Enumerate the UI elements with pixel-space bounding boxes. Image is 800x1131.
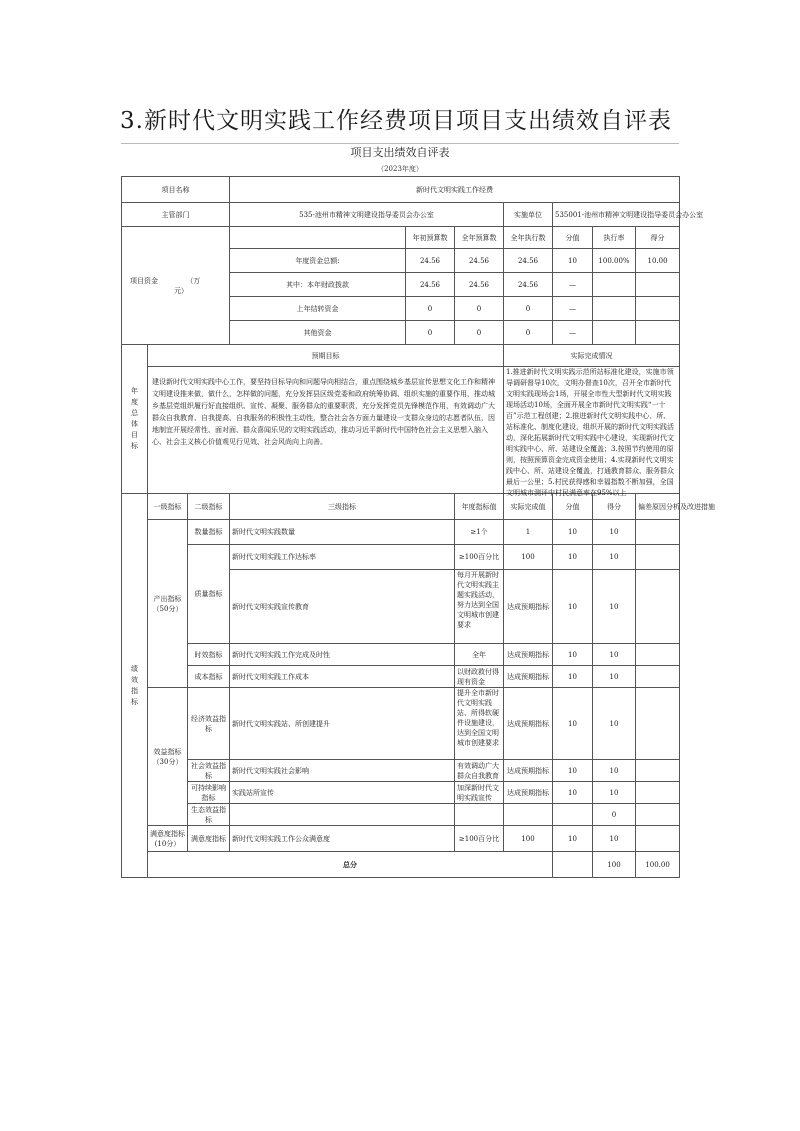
funds-header-4: 执行率 bbox=[593, 227, 636, 249]
funds-label-c: 元） bbox=[174, 286, 188, 295]
goals-side-label bbox=[122, 345, 148, 494]
perf-l2: 质量指标 bbox=[188, 545, 230, 644]
total-label: 总分 bbox=[148, 852, 553, 878]
perf-got: 10 bbox=[593, 644, 636, 666]
funds-cell: 100.00% bbox=[593, 249, 636, 273]
funds-cell: 24.56 bbox=[455, 249, 504, 273]
perf-score: 10 bbox=[553, 666, 593, 688]
perf-header-got: 得分 bbox=[593, 494, 636, 520]
perf-l2: 满意度指标 bbox=[188, 826, 230, 852]
goals-content-row bbox=[122, 367, 680, 494]
department-row bbox=[122, 203, 680, 227]
perf-target bbox=[455, 570, 504, 644]
goals-actual-cell bbox=[504, 367, 680, 497]
perf-target: ≥100百分比 bbox=[455, 826, 504, 852]
perf-l2: 时效指标 bbox=[188, 644, 230, 666]
perf-l3: 新时代文明实践社会影响 bbox=[230, 760, 455, 782]
perf-l2: 经济效益指标 bbox=[188, 688, 230, 760]
perf-l3: 新时代文明实践工作达标率 bbox=[230, 545, 455, 570]
project-name-label: 项目名称 bbox=[122, 177, 230, 203]
funds-cell: 0 bbox=[504, 297, 553, 321]
perf-target bbox=[455, 760, 504, 782]
perf-row bbox=[122, 760, 680, 782]
perf-header-deviation: 偏差原因分析及改进措施 bbox=[636, 494, 680, 520]
perf-l1-satisfaction: 满意度指标(10分） bbox=[148, 826, 188, 852]
perf-got: 10 bbox=[593, 782, 636, 804]
funds-label-b: （万 bbox=[186, 276, 201, 285]
perf-side-label bbox=[122, 494, 148, 878]
perf-target: ≥100百分比 bbox=[455, 545, 504, 570]
goals-side-text: 年度总体目标 bbox=[131, 387, 138, 450]
goals-header-row bbox=[122, 345, 680, 367]
perf-score: 10 bbox=[553, 570, 593, 644]
funds-cell: 24.56 bbox=[455, 273, 504, 297]
perf-row bbox=[122, 826, 680, 852]
perf-l2: 成本指标 bbox=[188, 666, 230, 688]
funds-cell bbox=[593, 297, 636, 321]
funds-cell: 24.56 bbox=[504, 273, 553, 297]
perf-got: 0 bbox=[593, 804, 636, 826]
perf-deviation bbox=[636, 760, 680, 782]
perf-deviation bbox=[636, 826, 680, 852]
total-score: 100 bbox=[593, 852, 636, 878]
page-title: 3.新时代文明实践工作经费项目项目支出绩效自评表 bbox=[120, 108, 672, 134]
perf-row bbox=[122, 804, 680, 826]
perf-actual: 达成预期指标 bbox=[504, 760, 553, 782]
perf-deviation bbox=[636, 782, 680, 804]
perf-target bbox=[455, 804, 504, 826]
perf-header-l3: 三级指标 bbox=[230, 494, 455, 520]
perf-score: 10 bbox=[553, 826, 593, 852]
perf-score: 10 bbox=[553, 644, 593, 666]
funds-header-blank bbox=[230, 227, 406, 249]
perf-l2: 可持续影响指标 bbox=[188, 782, 230, 804]
perf-actual: 达成预期指标 bbox=[504, 644, 553, 666]
impl-unit-value: 535001-池州市精神文明建设指导委员会办公室 bbox=[553, 203, 680, 227]
perf-deviation bbox=[636, 804, 680, 826]
perf-target bbox=[455, 688, 504, 760]
funds-cell bbox=[636, 297, 680, 321]
funds-cell: 10.00 bbox=[636, 249, 680, 273]
funds-cell: — bbox=[553, 321, 593, 345]
perf-l2: 生态效益指标 bbox=[188, 804, 230, 826]
perf-header-actual: 实际完成值 bbox=[504, 494, 553, 520]
goals-expected-text: 建设新时代文明实践中心工作，要坚持目标导向和问题导向相结合，重点围绕城乡基层宣传思想文化工作和精神文明建设推来做，做什么，怎样做的问题，充分发挥县区级党委和政府统筹协调、组织实施的重要作用，推动城乡基层党组织履行好直接组织、宣传、凝聚、服务群众的重要职责，充分发挥党员先锋模范作用，有效调动广大群众自我教育、自我提高、自我服务的积极性主动性，整合社会各方面力量建设一支群众身边的志愿者队伍，因地制宜开展经常性、面对面、群众喜闻乐见的文明实践活动，推动习近平新时代中国特色社会主义思想入脑入心、社会主义核心价值观见行见效、社会风尚向上向善。 bbox=[152, 378, 495, 446]
perf-row bbox=[122, 644, 680, 666]
funds-cell: 24.56 bbox=[406, 273, 455, 297]
perf-header-score: 分值 bbox=[553, 494, 593, 520]
perf-score bbox=[553, 804, 593, 826]
perf-l3: 新时代文明实践工作公众满意度 bbox=[230, 826, 455, 852]
funds-header-3: 分值 bbox=[553, 227, 593, 249]
perf-l3: 实践站所宣传 bbox=[230, 782, 455, 804]
perf-deviation bbox=[636, 688, 680, 760]
perf-target-text: 以财政救付得现有资金 bbox=[457, 667, 499, 686]
funds-header-0: 年初预算数 bbox=[406, 227, 455, 249]
perf-actual: 达成预期指标 bbox=[504, 570, 553, 644]
perf-score: 10 bbox=[553, 760, 593, 782]
perf-l3: 新时代文明实践站、所创建提升 bbox=[230, 688, 455, 760]
perf-l1-benefit: 效益指标（30分） bbox=[148, 688, 188, 826]
funds-cell: 0 bbox=[455, 297, 504, 321]
funds-cell bbox=[636, 273, 680, 297]
department-label: 主管部门 bbox=[122, 203, 230, 227]
perf-target-text: 提升全市新时代文明实践站、所得软硬件设施建设，达到全国文明城市创建要求 bbox=[457, 689, 499, 747]
perf-actual: 达成预期指标 bbox=[504, 666, 553, 688]
goals-expected-cell bbox=[148, 367, 504, 494]
self-evaluation-form bbox=[121, 143, 715, 878]
total-got: 100.00 bbox=[636, 852, 680, 878]
perf-row bbox=[122, 520, 680, 545]
perf-actual: 1 bbox=[504, 520, 553, 545]
goals-actual-header: 实际完成情况 bbox=[504, 345, 680, 367]
form-title: 项目支出绩效自评表 bbox=[121, 143, 679, 162]
perf-got: 10 bbox=[593, 688, 636, 760]
perf-target bbox=[455, 782, 504, 804]
perf-l2: 社会效益指标 bbox=[188, 760, 230, 782]
perf-target-text: 每月开展新时代文明实践主题实践活动，努力达到全国文明城市创建要求 bbox=[457, 571, 499, 629]
funds-cell: 0 bbox=[504, 321, 553, 345]
funds-header-row bbox=[122, 227, 680, 249]
perf-row bbox=[122, 666, 680, 688]
perf-got: 10 bbox=[593, 570, 636, 644]
perf-got: 10 bbox=[593, 760, 636, 782]
perf-header-target: 年度指标值 bbox=[455, 494, 504, 520]
department-value: 535-池州市精神文明建设指导委员会办公室 bbox=[230, 203, 504, 227]
perf-l3: 新时代文明实践工作成本 bbox=[230, 666, 455, 688]
funds-cell: 24.56 bbox=[504, 249, 553, 273]
funds-cell bbox=[636, 321, 680, 345]
evaluation-table bbox=[121, 176, 715, 878]
project-name-row bbox=[122, 177, 680, 203]
funds-cell: — bbox=[553, 273, 593, 297]
impl-unit-label: 实施单位 bbox=[504, 203, 553, 227]
perf-score: 10 bbox=[553, 520, 593, 545]
goals-actual-text: 1.推进新时代文明实践示范所站标准化建设，实施市领导调研督导10次，文明办督查10次，召开全市新时代文明实践现场会1场，开展全市性大型新时代文明实践现场活动10场，全面开展全市新时代文明实践“一十百”示范工程创建；2.推进新时代文明实践中心、所、站标准化、制度化建设，组织开展的新时代文明实践活动，深化拓展新时代文明实践中心建设，实现新时代文明实践中心、所、站建设全覆盖；3.按照节约使用的原则，按照预算资金完成资金使用；4.实现新时代文明实践中心、所、站建设全覆盖，打通教育群众、服务群众最后一公里；5.村民获得感和幸福指数不断加强，全国文明城市测评中村民满意率在95%以上 bbox=[506, 368, 674, 497]
perf-target: 全年 bbox=[455, 644, 504, 666]
perf-actual: 达成预期指标 bbox=[504, 782, 553, 804]
perf-actual: 达成预期指标 bbox=[504, 688, 553, 760]
perf-l3: 新时代文明实践工作完成及时性 bbox=[230, 644, 455, 666]
funds-label bbox=[122, 227, 230, 345]
perf-got: 10 bbox=[593, 666, 636, 688]
total-row bbox=[122, 852, 680, 878]
perf-header-l2: 二级指标 bbox=[188, 494, 230, 520]
perf-target: ≥1个 bbox=[455, 520, 504, 545]
funds-cell: 10 bbox=[553, 249, 593, 273]
perf-l1-output: 产出指标（50分） bbox=[148, 520, 188, 688]
funds-row-name: 其中：本年财政拨款 bbox=[230, 273, 406, 297]
funds-cell: 24.56 bbox=[406, 249, 455, 273]
perf-score: 10 bbox=[553, 545, 593, 570]
perf-row bbox=[122, 545, 680, 570]
project-name-value: 新时代文明实践工作经费 bbox=[230, 177, 680, 203]
perf-deviation bbox=[636, 644, 680, 666]
perf-deviation bbox=[636, 545, 680, 570]
perf-l3: 新时代文明实践数量 bbox=[230, 520, 455, 545]
funds-label-a: 项目资金 bbox=[130, 276, 158, 285]
perf-l2: 数量指标 bbox=[188, 520, 230, 545]
perf-actual bbox=[504, 804, 553, 826]
funds-row-name: 其他资金 bbox=[230, 321, 406, 345]
perf-row bbox=[122, 782, 680, 804]
goals-expected-header: 预期目标 bbox=[148, 345, 504, 367]
perf-l3: 新时代文明实践宣传教育 bbox=[230, 570, 455, 644]
funds-row-name: 上年结转资金 bbox=[230, 297, 406, 321]
perf-actual: 100 bbox=[504, 826, 553, 852]
perf-side-text: 绩效指标 bbox=[131, 664, 138, 706]
perf-got: 10 bbox=[593, 520, 636, 545]
funds-header-5: 得分 bbox=[636, 227, 680, 249]
perf-deviation bbox=[636, 666, 680, 688]
funds-header-1: 全年预算数 bbox=[455, 227, 504, 249]
perf-score: 10 bbox=[553, 782, 593, 804]
perf-actual: 100 bbox=[504, 545, 553, 570]
perf-header-l1: 一级指标 bbox=[148, 494, 188, 520]
perf-target-text: 有效调动广大群众自我教育 bbox=[457, 761, 499, 780]
perf-got: 10 bbox=[593, 545, 636, 570]
funds-cell: 0 bbox=[406, 321, 455, 345]
perf-deviation bbox=[636, 570, 680, 644]
funds-cell: — bbox=[553, 297, 593, 321]
perf-target bbox=[455, 666, 504, 688]
funds-cell: 0 bbox=[406, 297, 455, 321]
perf-got: 10 bbox=[593, 826, 636, 852]
total-blank bbox=[553, 852, 593, 878]
funds-cell bbox=[593, 321, 636, 345]
perf-score: 10 bbox=[553, 688, 593, 760]
perf-l3 bbox=[230, 804, 455, 826]
perf-row bbox=[122, 688, 680, 760]
funds-cell bbox=[593, 273, 636, 297]
funds-cell: 0 bbox=[455, 321, 504, 345]
form-year: （2023年度） bbox=[377, 165, 423, 173]
perf-deviation bbox=[636, 520, 680, 545]
funds-row-name: 年度资金总额: bbox=[230, 249, 406, 273]
perf-target-text: 加深新时代文明实践宣传 bbox=[457, 783, 499, 802]
funds-header-2: 全年执行数 bbox=[504, 227, 553, 249]
